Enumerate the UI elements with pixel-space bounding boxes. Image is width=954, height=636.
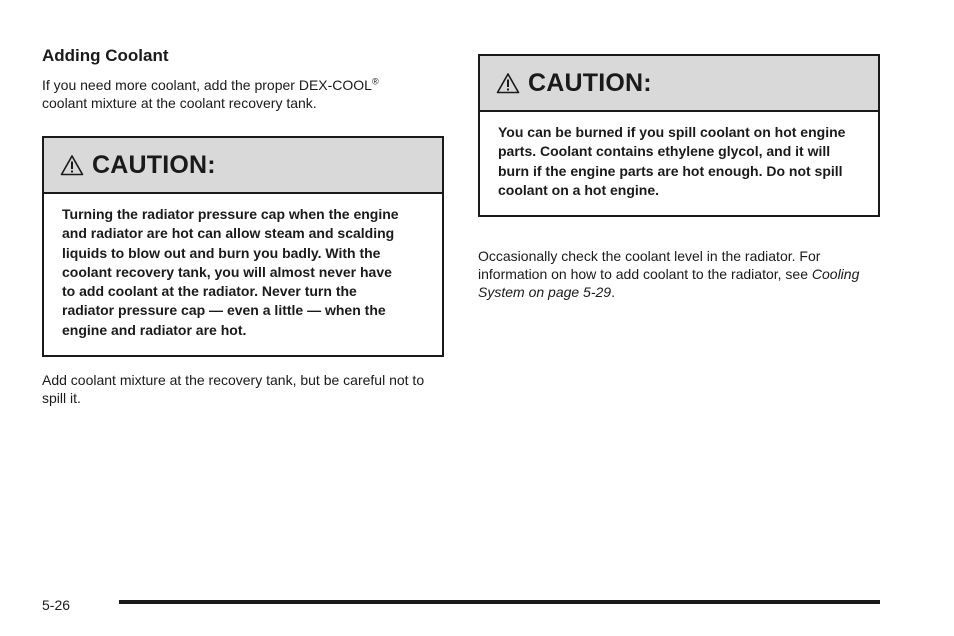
intro-line-1: If you need more coolant, add the proper DEX-COOL (42, 77, 372, 93)
section-heading: Adding Coolant (42, 46, 169, 65)
caution-header (44, 138, 442, 194)
right-column (478, 54, 880, 301)
caution-body: You can be burned if you spill coolant on hot engine parts. Coolant contains ethylene glycol, and it will burn if the engine parts are hot enough. Do not spill coolant on a hot engine. (498, 124, 846, 198)
warning-triangle-icon (496, 72, 520, 94)
check-level-text: Occasionally check the coolant level in the radiator. For information on how to add coolant to the radiator, see (478, 248, 821, 283)
recovery-tank-paragraph: Add coolant mixture at the recovery tank, but be careful not to spill it. (42, 372, 425, 407)
caution-title: CAUTION: (92, 150, 216, 179)
check-level-paragraph (478, 247, 880, 301)
caution-title: CAUTION: (528, 68, 652, 97)
registered-mark: ® (371, 76, 379, 87)
caution-box-left (42, 136, 444, 357)
footer-rule (119, 600, 880, 604)
caution-body: Turning the radiator pressure cap when the engine and radiator are hot can allow steam and scalding liquids to blow out and burn you badly. With the coolant recovery tank, you will almost never have to add coolant at the radiator. Never turn the radiator pressure cap — even a little — when the engine and radiator are hot. (62, 206, 399, 338)
caution-header (480, 56, 878, 112)
caution-box-right (478, 54, 880, 217)
left-column (42, 46, 444, 407)
page-number: 5-26 (42, 597, 71, 613)
intro-paragraph (42, 76, 444, 112)
cooling-system-link[interactable]: Cooling System on page 5-29 (478, 266, 860, 301)
intro-line-2: coolant mixture at the coolant recovery tank. (42, 95, 317, 111)
period: . (611, 284, 615, 301)
warning-triangle-icon (60, 154, 84, 176)
